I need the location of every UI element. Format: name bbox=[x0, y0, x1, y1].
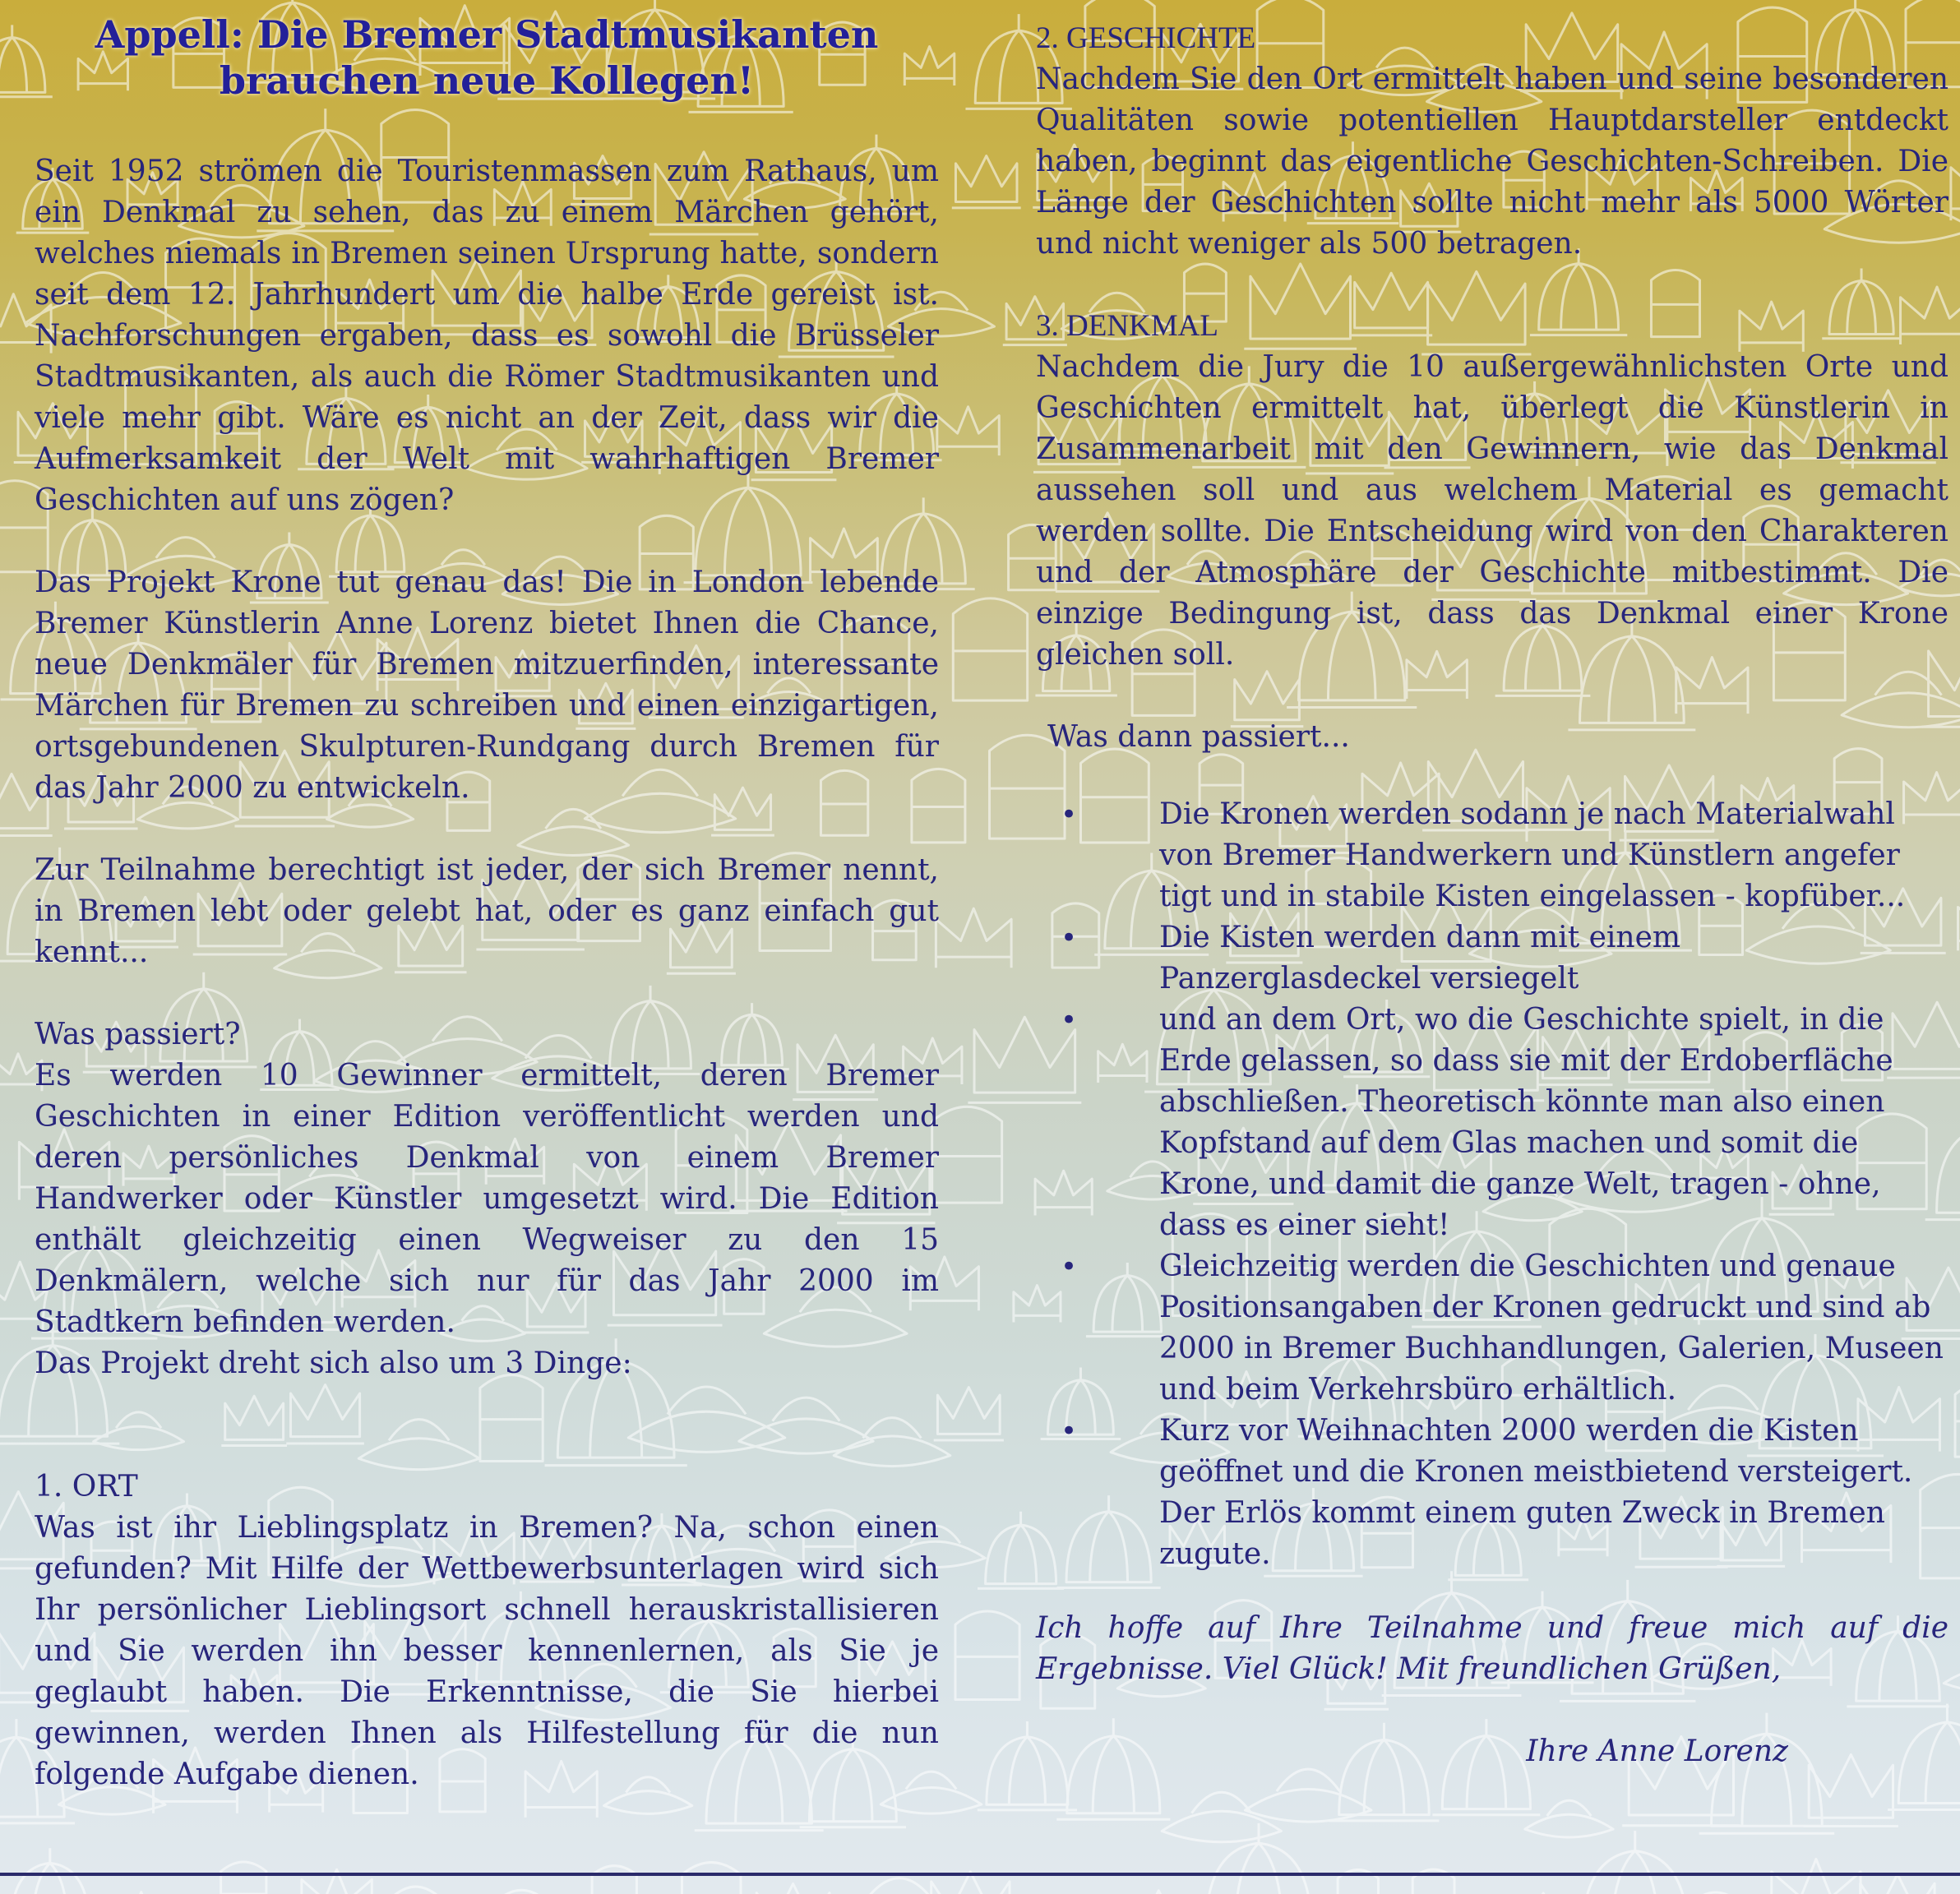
bullet-icon: • bbox=[1061, 1250, 1078, 1283]
crown-outline bbox=[221, 1862, 266, 1894]
bullet-icon: • bbox=[1061, 1004, 1078, 1037]
title-line-2: brauchen neue Kollegen! bbox=[219, 58, 755, 103]
crown-outline bbox=[937, 407, 999, 455]
project-paragraph: Das Projekt Krone tut genau das! Die in London lebende Bremer Künstlerin Anne Lorenz bietet Ihnen die Chance, neue Denkmäler für Bremen mitzuerfinden, interessante Märchen für Bremen zu schreiben und einen einzigartigen, ortsgebundenen Skulpturen-Rundgang durch Bremen für das Jahr 2000 zu entwickeln. bbox=[35, 566, 939, 805]
heading-then: Was dann passiert... bbox=[1047, 720, 1350, 754]
crown-outline bbox=[682, 1863, 741, 1894]
crown-outline bbox=[752, 1883, 834, 1894]
right-column bbox=[1036, 0, 1948, 1772]
bullet-icon: • bbox=[1061, 1415, 1078, 1448]
winners-paragraph: Es werden 10 Gewinner ermittelt, deren Bremer Geschichten in einer Edition veröffentlicht werden und deren persönliches Denkmal von einem Bremer Handwerker oder Künstler umgesetzt wird. Die Edition enthält gleichzeitig einen Wegweiser zu den 15 Denkmälern, welche sich nur für das Jahr 2000 im Stadtkern befinden werden. bbox=[35, 1059, 939, 1339]
crown-outline bbox=[932, 1106, 1002, 1203]
list-item: • Gleichzeitig werden die Geschichten und genaue Positionsangaben der Kronen gedruckt und sind ab 2000 in Bremer Buchhandlungen, Galerien, Museen und beim Verkehrsbüro erhältlich. bbox=[1036, 1246, 1948, 1411]
heading-geschichte: 2. GESCHICHTE bbox=[1036, 21, 1256, 55]
eligibility-paragraph: Zur Teilnahme berechtigt ist jeder, der sich Bremer nennt, in Bremen lebt oder gelebt hat, oder es ganz einfach gut kennt... bbox=[35, 853, 939, 969]
crown-outline bbox=[2, 1848, 98, 1894]
crown-outline bbox=[1525, 1800, 1613, 1837]
ort-paragraph: Was ist ihr Lieblingsplatz in Bremen? Na, schon einen gefunden? Mit Hilfe der Wettbewerbsunterlagen wird sich Ihr persönlicher Lieblingsort schnell herauskristallisieren und Sie werden ihn besser kennenlernen, als Sie je geglaubt haben. Die Erkenntnisse, die Sie hierbei gewinnen, werden Ihnen als Hilfestellung für die nun folgende Aufgabe dienen. bbox=[35, 1511, 939, 1791]
crown-outline bbox=[1122, 1891, 1195, 1894]
intro-paragraph: Seit 1952 strömen die Touristenmassen zum Rathaus, um ein Denkmal zu sehen, das zu einem Märchen gehört, welches niemals in Bremen seinen Ursprung hatte, sondern seit dem 12. Jahrhundert um die halbe Erde gereist ist. Nachforschungen ergaben, dass es sowohl die Brüsseler Stadtmusikanten, als auch die Römer Stadtmusikanten und viele mehr gibt. Wäre es nicht an der Zeit, dass wir die Aufmerksamkeit der Welt mit wahrhaftigen Bremer Geschichten auf uns zögen? bbox=[35, 155, 939, 517]
crown-outline bbox=[953, 598, 1027, 700]
left-column bbox=[35, 0, 939, 1795]
crown-outline bbox=[1570, 1831, 1700, 1894]
bottom-rule bbox=[0, 1873, 1960, 1876]
crown-outline bbox=[1856, 1874, 1939, 1894]
signature: Ihre Anne Lorenz bbox=[1526, 1735, 1788, 1768]
crown-outline bbox=[955, 1611, 1019, 1699]
crown-outline bbox=[1955, 1384, 1960, 1457]
denkmal-paragraph: Nachdem die Jury die 10 außergewähnlichsten Orte und Geschichten ermittelt hat, überlegt die Künstlerin in Zusammenarbeit mit den Gewinnern, wie das Denkmal aussehen soll und aus welchem Material es gemacht werden sollte. Die Entscheidung wird von den Charakteren und der Atmosphäre der Geschichte mitbestimmt. Die einzige Bedingung ist, dass das Denkmal einer Krone gleichen soll. bbox=[1036, 350, 1948, 672]
crown-outline bbox=[1951, 155, 1960, 220]
crown-outline bbox=[952, 156, 1021, 208]
bullet-icon: • bbox=[1061, 922, 1078, 954]
crown-outline bbox=[936, 908, 1011, 968]
page-title bbox=[35, 12, 939, 104]
list-item: • Kurz vor Weihnachten 2000 werden die Kisten geöffnet und die Kronen meistbietend versteigert. Der Erlös kommt einem guten Zweck in Bremen zugute. bbox=[1036, 1411, 1948, 1575]
crown-outline bbox=[592, 1866, 636, 1894]
crown-outline bbox=[1772, 1859, 1861, 1894]
heading-what-happens: Was passiert? bbox=[35, 1018, 241, 1051]
closing-text: Ich hoffe auf Ihre Teilnahme und freue mich auf die Ergebnisse. Viel Glück! Mit freundlichen Grüßen, bbox=[1036, 1611, 1948, 1686]
crown-outline bbox=[498, 1890, 544, 1894]
list-item: • Die Kronen werden sodann je nach Materialwahl von Bremer Handwerkern und Künstlern angefer tigt und in stabile Kisten eingelassen - kopfüber... bbox=[1036, 794, 1948, 917]
crown-outline bbox=[828, 1878, 971, 1894]
crown-outline bbox=[394, 1887, 438, 1894]
heading-ort: 1. ORT bbox=[35, 1470, 138, 1504]
crown-outline bbox=[934, 1388, 1004, 1440]
steps-list bbox=[1036, 794, 1948, 1575]
crown-outline bbox=[1194, 1823, 1323, 1894]
list-item: • und an dem Ort, wo die Geschichte spielt, in die Erde gelassen, so dass sie mit der Erdoberfläche abschließen. Theoretisch könnte man also einen Kopfstand auf dem Glas machen und somit die Krone, und damit die ganze Welt, tragen - ohne, dass es einer sieht! bbox=[1036, 1000, 1948, 1246]
list-item: • Die Kisten werden dann mit einem Panzerglasdeckel versiegelt bbox=[1036, 917, 1948, 1000]
title-line-1: Appell: Die Bremer Stadtmusikanten bbox=[95, 12, 879, 57]
geschichte-paragraph: Nachdem Sie den Ort ermittelt haben und seine besonderen Qualitäten sowie potentiellen Hauptdarsteller entdeckt haben, beginnt das eigentliche Geschichten-Schreiben. Die Länge der Geschichten sollte nicht mehr als 5000 Wörter und nicht weniger als 500 betragen. bbox=[1036, 62, 1948, 261]
three-things-paragraph: Das Projekt dreht sich also um 3 Dinge: bbox=[35, 1347, 632, 1380]
bullet-icon: • bbox=[1061, 798, 1078, 831]
heading-denkmal: 3. DENKMAL bbox=[1036, 309, 1218, 343]
